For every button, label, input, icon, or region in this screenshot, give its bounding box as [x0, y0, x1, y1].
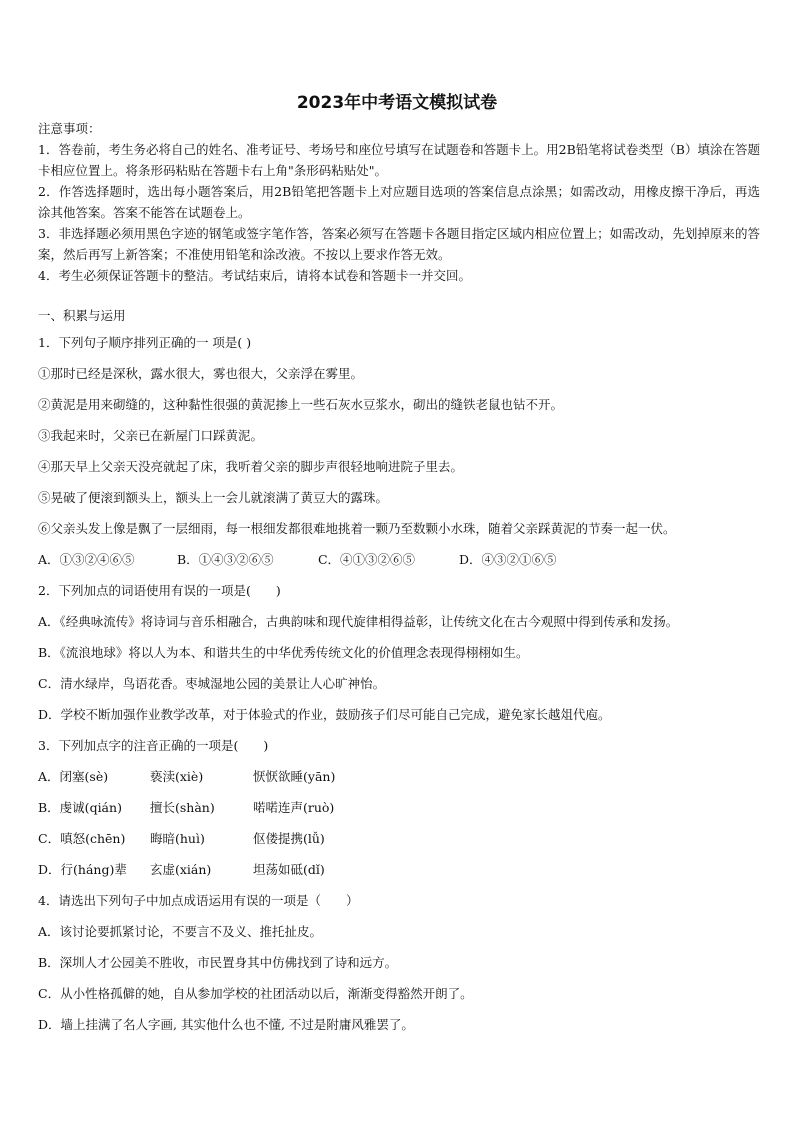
q3-cell: 擅长(shàn): [150, 800, 215, 815]
q2-option: D．学校不断加强作业教学改革，对于体验式的作业，鼓励孩子们尽可能自己完成，避免家长越俎代庖。: [38, 707, 611, 722]
q3-option-c: [38, 830, 760, 861]
notice-block: [38, 118, 760, 286]
q3-cell: 玄虚(xián): [150, 862, 212, 877]
q3-cell: A．闭塞(sè): [38, 769, 109, 784]
q1-sentence: ⑥父亲头发上像是飘了一层细雨，每一根细发都很难地挑着一颗乃至数颗小水珠，随着父亲踩黄泥的节奏一起一伏。: [38, 521, 676, 536]
q3-cell: 晦暗(huì): [150, 831, 205, 846]
q3-cell: B．虔诚(qián): [38, 800, 122, 815]
q2-option: C．清水绿岸，鸟语花香。枣城湿地公园的美景让人心旷神怡。: [38, 676, 386, 691]
section-heading: 一、积累与运用: [38, 308, 126, 323]
q3-cell: C．嗔怒(chēn): [38, 831, 126, 846]
q4-option: B．深圳人才公园美不胜收，市民置身其中仿佛找到了诗和远方。: [38, 955, 398, 970]
q2-stem: 2．下列加点的词语使用有误的一项是( ): [38, 583, 281, 598]
q1-option-a: A．①③②④⑥⑤: [38, 552, 135, 567]
q1-sentence: ④那天早上父亲天没亮就起了床，我听着父亲的脚步声很轻地响进院子里去。: [38, 459, 464, 474]
notice-heading: 注意事项：: [38, 121, 101, 136]
q4-option: A．该讨论要抓紧讨论，不要言不及义、推托扯皮。: [38, 924, 323, 939]
questions: [38, 334, 760, 1047]
q1-sentence: ②黄泥是用来砌缝的，这种黏性很强的黄泥掺上一些石灰水豆浆水，砌出的缝铁老鼠也钻不开。: [38, 397, 564, 412]
q3-cell: 喏喏连声(ruò): [253, 800, 335, 815]
q1-option-c: C．④①③②⑥⑤: [317, 552, 416, 567]
q1-option-b: B．①④③②⑥⑤: [176, 552, 274, 567]
q3-cell: 亵渎(xiè): [150, 769, 204, 784]
q2-option: A．《经典咏流传》将诗词与音乐相融合，古典韵味和现代旋律相得益彰，让传统文化在古今观照中得到传承和发扬。: [38, 614, 679, 629]
q3-option-d: [38, 861, 760, 892]
q3-stem: 3．下列加点字的注音正确的一项是( ): [38, 738, 269, 753]
q3-cell: 恹恹欲睡(yān): [253, 769, 336, 784]
q3-option-a: [38, 768, 760, 799]
q1-options: [38, 551, 760, 582]
notice-item: 4．考生必须保证答题卡的整洁。考试结束后，请将本试卷和答题卡一并交回。: [38, 268, 471, 283]
notice-item: 3．非选择题必须用黑色字迹的钢笔或签字笔作答，答案必须写在答题卡各题目指定区域内相应位置上；如需改动，先划掉原来的答案，然后再写上新答案；不准使用铅笔和涂改液。不按以上要求作答无效。: [38, 226, 760, 262]
q4-stem: 4．请选出下列句子中加点成语运用有误的一项是（ ）: [38, 893, 359, 908]
q2-option: B．《流浪地球》将以人为本、和谐共生的中华优秀传统文化的价值理念表现得栩栩如生。: [38, 645, 529, 660]
q3-cell: 坦荡如砥(dǐ): [253, 862, 325, 877]
q1-stem: 1．下列句子顺序排列正确的一 项是( ): [38, 335, 252, 350]
notice-item: 1．答卷前，考生务必将自己的姓名、准考证号、考场号和座位号填写在试题卷和答题卡上。用2B铅笔将试卷类型（B）填涂在答题卡相应位置上。将条形码粘贴在答题卡右上角"条形码粘贴处"。: [38, 142, 760, 178]
q3-option-b: [38, 799, 760, 830]
q1-option-d: D．④③②①⑥⑤: [458, 552, 557, 567]
q4-option: C．从小性格孤僻的她，自从参加学校的社团活动以后，渐渐变得豁然开朗了。: [38, 986, 473, 1001]
q3-cell: 伛偻提携(lǚ): [253, 831, 325, 846]
q4-option: D．墙上挂满了名人字画, 其实他什么也不懂, 不过是附庸风雅罢了。: [38, 1017, 414, 1032]
q1-sentence: ①那时已经是深秋，露水很大，雾也很大，父亲浮在雾里。: [38, 366, 364, 381]
exam-title: 2023年中考语文模拟试卷: [296, 93, 498, 113]
q1-sentence: ⑤晃破了便滚到额头上，额头上一会儿就滚满了黄豆大的露珠。: [38, 490, 389, 505]
q1-sentence: ③我起来时，父亲已在新屋门口踩黄泥。: [38, 428, 264, 443]
notice-item: 2．作答选择题时，选出每小题答案后，用2B铅笔把答题卡上对应题目选项的答案信息点涂黑；如需改动，用橡皮擦干净后，再选涂其他答案。答案不能答在试题卷上。: [38, 184, 760, 220]
q3-cell: D．行(háng)辈: [38, 862, 127, 877]
